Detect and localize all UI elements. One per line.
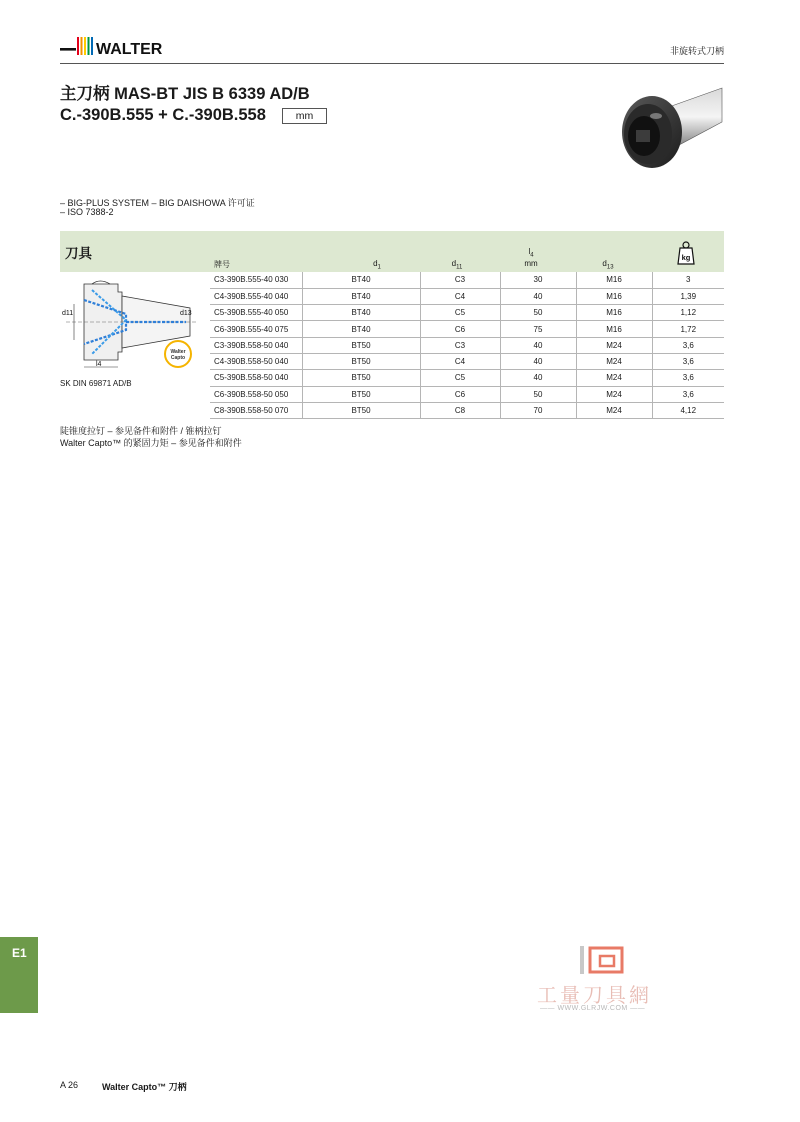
l4-cell: 30 [500, 272, 576, 288]
d13-cell: M16 [576, 272, 652, 288]
sk-din-label: SK DIN 69871 AD/B [60, 379, 132, 388]
watermark-text: 工量刀具網 [537, 983, 652, 1007]
l4-cell: 50 [500, 305, 576, 321]
header-divider [60, 63, 724, 64]
weight-icon [677, 240, 695, 266]
d11-cell: C5 [420, 370, 500, 386]
table-row [210, 402, 724, 418]
page-title: 主刀柄 MAS-BT JIS B 6339 AD/B [60, 85, 310, 103]
column-header-d13: $d_{13}$ [602, 259, 614, 271]
d13-cell: M16 [576, 321, 652, 337]
svg-text:kg: kg [681, 253, 691, 262]
svg-text:l4: l4 [96, 361, 102, 368]
d1-cell: BT40 [302, 288, 420, 304]
d11-cell: C6 [420, 386, 500, 402]
d13-cell: M24 [576, 386, 652, 402]
product-code-title: C.-390B.555 + C.-390B.558 [60, 106, 266, 124]
column-header-l4: $l_4$ mm [524, 247, 538, 268]
designation-cell: C4-390B.558-50 040 [210, 353, 302, 369]
weight-cell: 3,6 [652, 353, 724, 369]
d11-cell: C3 [420, 337, 500, 353]
walter-logo [60, 34, 200, 58]
d13-cell: M24 [576, 337, 652, 353]
l4-cell: 40 [500, 288, 576, 304]
designation-cell: C4-390B.555-40 040 [210, 288, 302, 304]
table-row [210, 288, 724, 304]
d11-cell: C5 [420, 305, 500, 321]
weight-cell: 3,6 [652, 337, 724, 353]
designation-cell: C3-390B.555-40 030 [210, 272, 302, 288]
d11-cell: C4 [420, 288, 500, 304]
watermark-logo-icon [578, 944, 630, 978]
weight-cell: 3,6 [652, 370, 724, 386]
d13-cell: M16 [576, 288, 652, 304]
note-line: Walter Capto™ 的紧固力矩 – 参见备件和附件 [60, 438, 242, 448]
chapter-tab-label: E1 [12, 946, 27, 960]
d1-cell: BT50 [302, 337, 420, 353]
svg-text:d13: d13 [180, 310, 192, 317]
column-header-designation: 牌号 [214, 260, 230, 269]
product-table [210, 272, 724, 419]
weight-cell: 1,72 [652, 321, 724, 337]
weight-cell: 3 [652, 272, 724, 288]
svg-text:Walter: Walter [170, 349, 186, 355]
d11-cell: C4 [420, 353, 500, 369]
l4-cell: 70 [500, 402, 576, 418]
d1-cell: BT50 [302, 402, 420, 418]
d1-cell: BT40 [302, 272, 420, 288]
d13-cell: M24 [576, 402, 652, 418]
standard-line: – ISO 7388-2 [60, 207, 114, 217]
table-header-band [60, 231, 724, 272]
table-row [210, 305, 724, 321]
table-row [210, 370, 724, 386]
tool-holder-diagram [62, 274, 202, 372]
weight-cell: 1,12 [652, 305, 724, 321]
designation-cell: C6-390B.558-50 050 [210, 386, 302, 402]
d13-cell: M24 [576, 370, 652, 386]
svg-text:d11: d11 [62, 310, 74, 317]
designation-cell: C8-390B.558-50 070 [210, 402, 302, 418]
unit-badge: mm [282, 108, 327, 124]
footer-title: Walter Capto™ 刀柄 [102, 1082, 187, 1092]
table-row [210, 337, 724, 353]
l4-cell: 40 [500, 353, 576, 369]
note-line: 陡锥度拉钉 – 参见备件和附件 / 锥柄拉钉 [60, 426, 222, 436]
weight-cell: 3,6 [652, 386, 724, 402]
column-header-d11: $d_{11}$ [451, 259, 463, 271]
d1-cell: BT40 [302, 305, 420, 321]
d11-cell: C8 [420, 402, 500, 418]
d11-cell: C6 [420, 321, 500, 337]
d1-cell: BT40 [302, 321, 420, 337]
designation-cell: C6-390B.555-40 075 [210, 321, 302, 337]
table-row [210, 353, 724, 369]
table-row [210, 272, 724, 288]
l4-cell: 75 [500, 321, 576, 337]
d13-cell: M16 [576, 305, 652, 321]
watermark-url: —— WWW.GLRJW.COM —— [540, 1005, 646, 1012]
designation-cell: C3-390B.558-50 040 [210, 337, 302, 353]
d1-cell: BT50 [302, 386, 420, 402]
l4-cell: 40 [500, 337, 576, 353]
l4-cell: 50 [500, 386, 576, 402]
column-header-d1: $d_1$ [373, 259, 381, 271]
page-number: A 26 [60, 1080, 79, 1090]
section-label: 非旋转式刀柄 [669, 46, 724, 56]
d1-cell: BT50 [302, 353, 420, 369]
table-row [210, 386, 724, 402]
table-row [210, 321, 724, 337]
svg-text:WALTER: WALTER [96, 41, 163, 58]
l4-cell: 40 [500, 370, 576, 386]
table-section-title: 刀具 [65, 246, 92, 261]
designation-cell: C5-390B.558-50 040 [210, 370, 302, 386]
svg-text:Capto: Capto [170, 355, 186, 361]
standard-line: – BIG-PLUS SYSTEM – BIG DAISHOWA 许可证 [60, 198, 255, 208]
d11-cell: C3 [420, 272, 500, 288]
d13-cell: M24 [576, 353, 652, 369]
d1-cell: BT50 [302, 370, 420, 386]
weight-cell: 1,39 [652, 288, 724, 304]
designation-cell: C5-390B.555-40 050 [210, 305, 302, 321]
tool-holder-image [606, 80, 724, 180]
weight-cell: 4,12 [652, 402, 724, 418]
